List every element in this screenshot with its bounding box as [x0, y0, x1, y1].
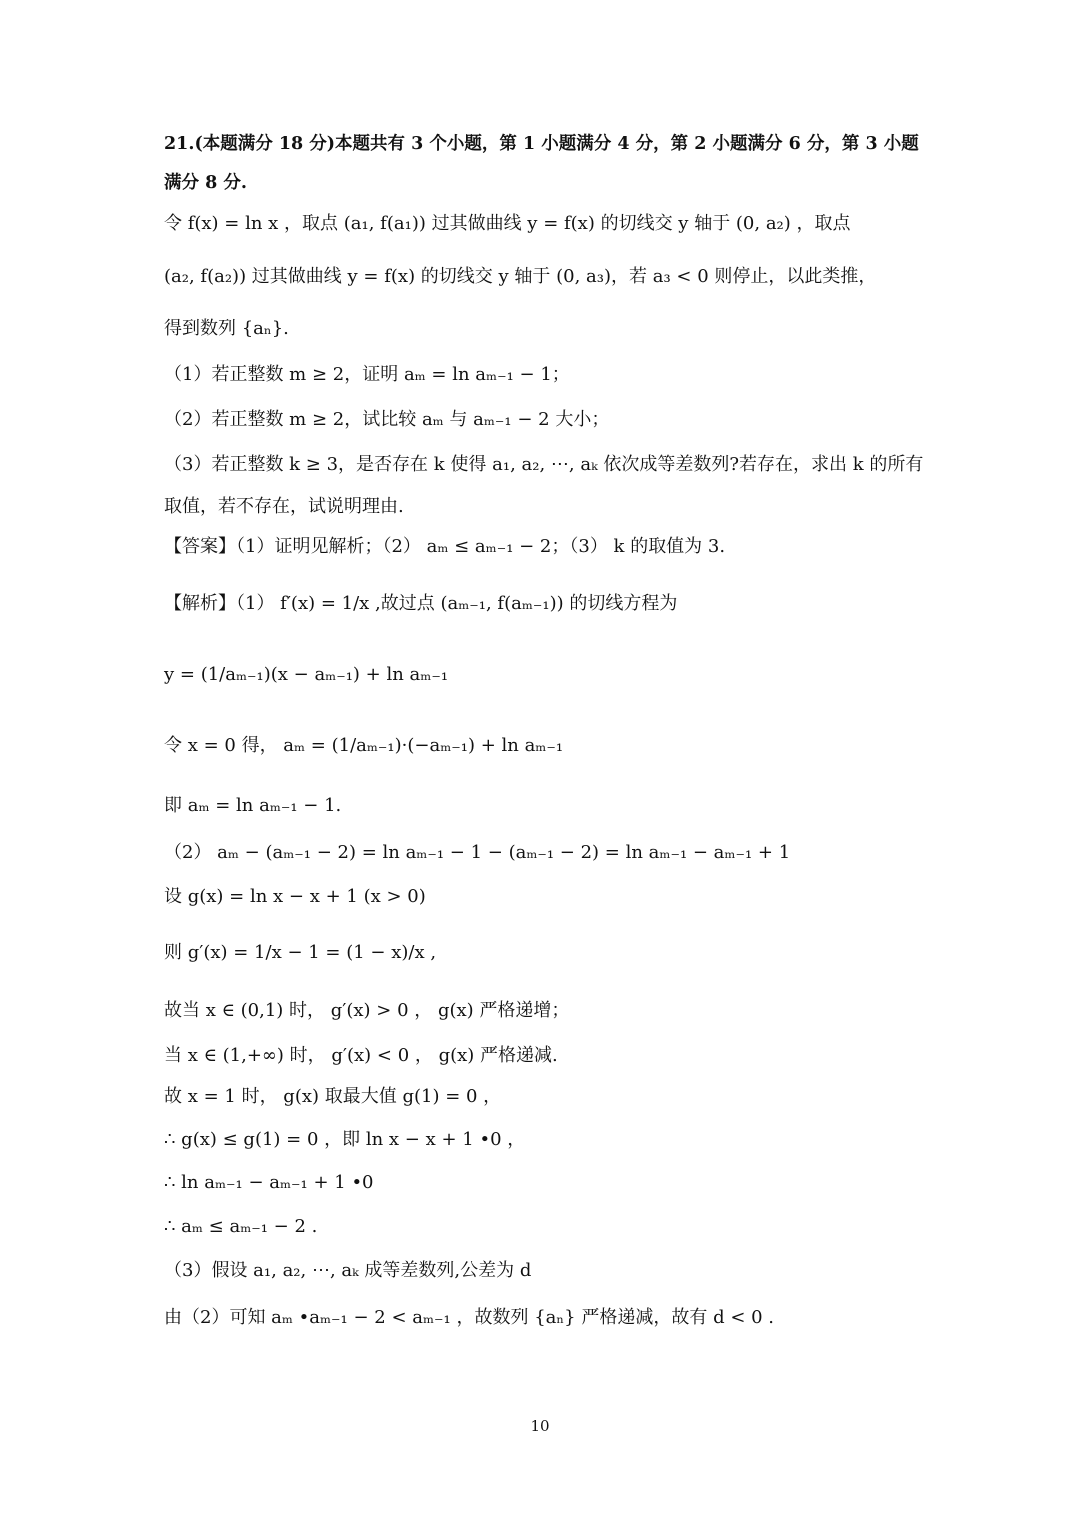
- problem-stem-line1: 令 f(x) = ln x ，取点 (a₁, f(a₁)) 过其做曲线 y = f(x) 的切线交 y 轴于 (0, a₂) ，取点: [164, 213, 851, 234]
- problem-header-line1: 21.(本题满分 18 分)本题共有 3 个小题，第 1 小题满分 4 分，第 2 小题满分 6 分，第 3 小题: [164, 134, 919, 154]
- solution-line-12: ∴ ln aₘ₋₁ − aₘ₋₁ + 1 •0: [164, 1172, 374, 1193]
- answer-line: 【答案】（1）证明见解析；（2） aₘ ≤ aₘ₋₁ − 2；（3） k 的取值为 3.: [164, 536, 726, 557]
- solution-line-10: 故 x = 1 时， g(x) 取最大值 g(1) = 0 ，: [164, 1086, 502, 1107]
- solution-line-9: 当 x ∈ (1,+∞) 时， g′(x) < 0 ， g(x) 严格递减.: [164, 1045, 558, 1066]
- problem-stem-line3: 得到数列 {aₙ}.: [164, 318, 289, 339]
- page-number: 10: [530, 1417, 550, 1435]
- problem-stem-line2: (a₂, f(a₂)) 过其做曲线 y = f(x) 的切线交 y 轴于 (0, a₃)，若 a₃ < 0 则停止，以此类推，: [164, 266, 877, 287]
- solution-line-7: 则 g′(x) = 1/x − 1 = (1 − x)/x ,: [164, 942, 437, 963]
- question-2: （2）若正整数 m ≥ 2，试比较 aₘ 与 aₘ₋₁ − 2 大小；: [164, 409, 610, 430]
- solution-line-6: 设 g(x) = ln x − x + 1 (x > 0): [164, 886, 426, 907]
- question-3-line1: （3）若正整数 k ≥ 3，是否存在 k 使得 a₁, a₂, ⋯, aₖ 依次成等差数列?若存在，求出 k 的所有: [164, 454, 924, 475]
- solution-line-1: 【解析】（1） f′(x) = 1/x ,故过点 (aₘ₋₁, f(aₘ₋₁)) 的切线方程为: [164, 593, 678, 614]
- solution-line-13: ∴ aₘ ≤ aₘ₋₁ − 2 .: [164, 1216, 318, 1237]
- solution-line-14: （3）假设 a₁, a₂, ⋯, aₖ 成等差数列,公差为 d: [164, 1260, 532, 1281]
- solution-line-5: （2） aₘ − (aₘ₋₁ − 2) = ln aₘ₋₁ − 1 − (aₘ₋₁ − 2) = ln aₘ₋₁ − aₘ₋₁ + 1: [164, 842, 791, 863]
- question-1: （1）若正整数 m ≥ 2，证明 aₘ = ln aₘ₋₁ − 1；: [164, 364, 570, 385]
- solution-line-3: 令 x = 0 得， aₘ = (1/aₘ₋₁)·(−aₘ₋₁) + ln aₘ₋₁: [164, 735, 564, 756]
- solution-line-8: 故当 x ∈ (0,1) 时， g′(x) > 0 ， g(x) 严格递增；: [164, 1000, 570, 1021]
- solution-line-11: ∴ g(x) ≤ g(1) = 0 ，即 ln x − x + 1 •0 ，: [164, 1129, 526, 1150]
- solution-line-4: 即 aₘ = ln aₘ₋₁ − 1.: [164, 795, 342, 816]
- problem-header-line2: 满分 8 分.: [164, 173, 247, 193]
- solution-line-2: y = (1/aₘ₋₁)(x − aₘ₋₁) + ln aₘ₋₁: [164, 664, 449, 685]
- question-3-line2: 取值，若不存在，试说明理由.: [164, 496, 404, 517]
- solution-line-15: 由（2）可知 aₘ •aₘ₋₁ − 2 < aₘ₋₁ ，故数列 {aₙ} 严格递减，故有 d < 0 .: [164, 1307, 775, 1328]
